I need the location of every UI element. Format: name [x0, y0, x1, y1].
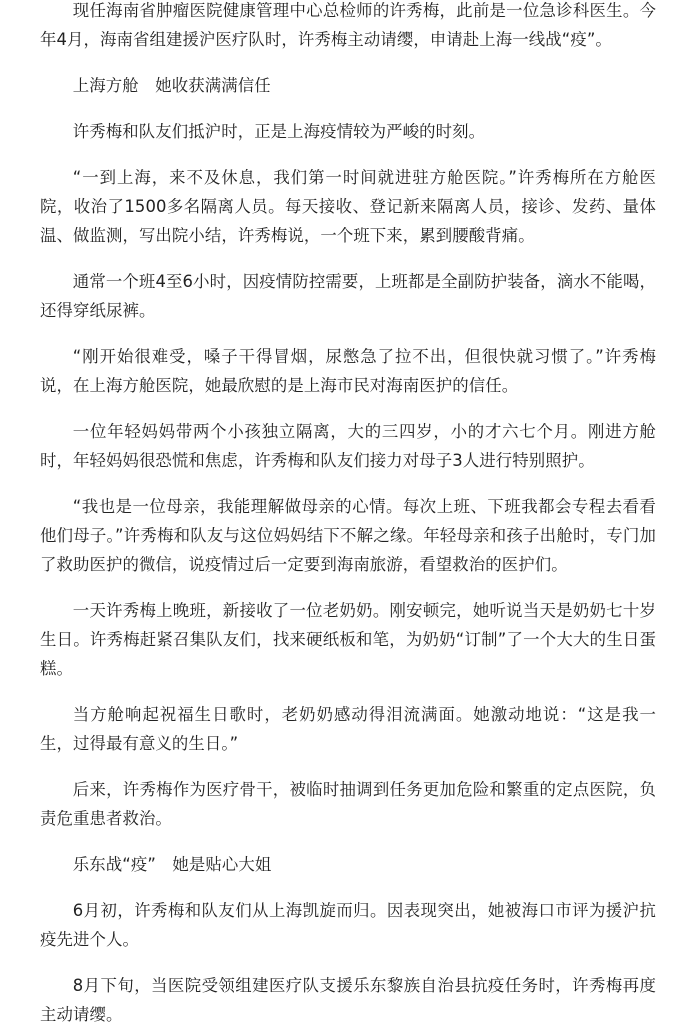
- paragraph-birthday-song: 当方舱响起祝福生日歌时，老奶奶感动得泪流满面。她激动地说：“这是我一生，过得最有意义的生日。”: [40, 705, 656, 753]
- paragraph-young-mother: 一位年轻妈妈带两个小孩独立隔离，大的三四岁，小的才六七个月。刚进方舱时，年轻妈妈很恐慌和焦虑，许秀梅和队友们接力对母子3人进行特别照护。: [40, 422, 656, 470]
- paragraph-shift: 通常一个班4至6小时，因疫情防控需要，上班都是全副防护装备，滴水不能喝，还得穿纸尿裤。: [40, 272, 656, 320]
- section-heading-shanghai: 上海方舱 她收获满满信任: [72, 76, 271, 95]
- paragraph-return: 6月初，许秀梅和队友们从上海凯旋而归。因表现突出，她被海口市评为援沪抗疫先进个人。: [40, 901, 656, 949]
- paragraph-grandma-birthday: 一天许秀梅上晚班，新接收了一位老奶奶。刚安顿完，她听说当天是奶奶七十岁生日。许秀梅赶紧召集队友们，找来硬纸板和笔，为奶奶“订制”了一个大大的生日蛋糕。: [40, 601, 656, 678]
- paragraph-ledong: 8月下旬，当医院受领组建医疗队支援乐东黎族自治县抗疫任务时，许秀梅再度主动请缨。: [40, 976, 656, 1024]
- paragraph-arrival: 许秀梅和队友们抵沪时，正是上海疫情较为严峻的时刻。: [72, 122, 486, 141]
- paragraph-transfer: 后来，许秀梅作为医疗骨干，被临时抽调到任务更加危险和繁重的定点医院，负责危重患者救治。: [40, 780, 656, 828]
- paragraph-intro: 现任海南省肿瘤医院健康管理中心总检师的许秀梅，此前是一位急诊科医生。今年4月，海南省组建援沪医疗队时，许秀梅主动请缨，申请赴上海一线战“疫”。: [40, 1, 656, 49]
- section-heading-ledong: 乐东战“疫” 她是贴心大姐: [72, 855, 272, 874]
- paragraph-fangcang: “一到上海，来不及休息，我们第一时间就进驻方舱医院。”许秀梅所在方舱医院，收治了1500多名隔离人员。每天接收、登记新来隔离人员，接诊、发药、量体温、做监测，写出院小结，许秀梅说，一个班下来，累到腰酸背痛。: [40, 168, 656, 245]
- paragraph-trust: “刚开始很难受，嗓子干得冒烟，尿憋急了拉不出，但很快就习惯了。”许秀梅说，在上海方舱医院，她最欣慰的是上海市民对海南医护的信任。: [40, 347, 656, 395]
- paragraph-mother-quote: “我也是一位母亲，我能理解做母亲的心情。每次上班、下班我都会专程去看看他们母子。”许秀梅和队友与这位妈妈结下不解之缘。年轻母亲和孩子出舱时，专门加了救助医护的微信，说疫情过后一定要到海南旅游，看望救治的医护们。: [40, 497, 656, 574]
